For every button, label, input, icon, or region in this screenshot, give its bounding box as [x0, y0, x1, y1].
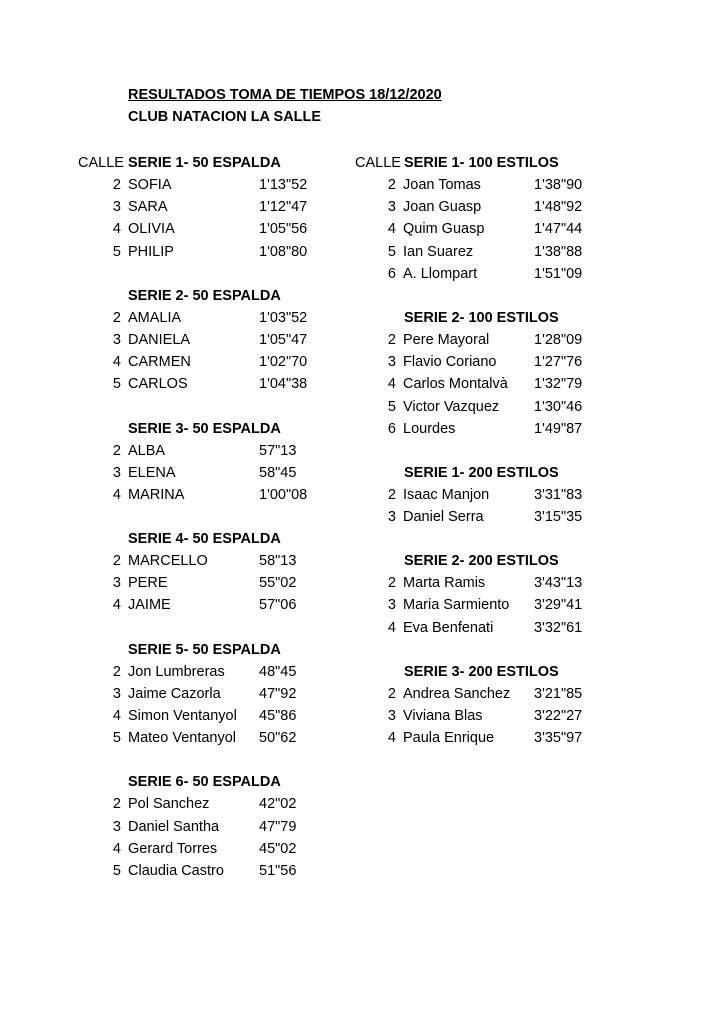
result-row — [78, 793, 348, 815]
result-row — [78, 705, 348, 727]
right-results-column — [355, 152, 605, 749]
result-row — [355, 705, 605, 727]
lane-number: 5 — [112, 376, 121, 393]
lane-number: 4 — [112, 708, 121, 724]
swimmer-name: Isaac Manjon — [403, 486, 490, 503]
result-row — [355, 373, 605, 395]
swim-time: 3'43"13 — [534, 575, 583, 592]
swimmer-name: MARCELLO — [128, 553, 208, 570]
swimmer-name: Joan Guasp — [403, 199, 482, 216]
swimmer-name: CARLOS — [128, 376, 188, 393]
series-spacer — [78, 617, 348, 639]
result-row — [78, 174, 348, 196]
swimmer-name: Victor Vazquez — [403, 398, 500, 415]
swimmer-name: Simon Ventanyol — [128, 708, 237, 724]
result-row — [78, 329, 348, 351]
swim-time: 1'08"80 — [259, 243, 308, 260]
lane-number: 4 — [387, 619, 396, 636]
swim-time: 1'30"46 — [534, 398, 583, 415]
lane-number: 2 — [112, 663, 121, 680]
swimmer-name: A. Llompart — [403, 265, 478, 282]
swimmer-name: Jon Lumbreras — [128, 663, 225, 680]
swimmer-name: CARMEN — [128, 354, 191, 371]
swim-time: 1'03"52 — [259, 309, 308, 326]
series-title: SERIE 3- 50 ESPALDA — [128, 420, 281, 437]
series-title: SERIE 4- 50 ESPALDA — [128, 531, 281, 548]
swimmer-name: Lourdes — [403, 420, 456, 437]
lane-number: 4 — [112, 597, 121, 614]
swimmer-name: DANIELA — [128, 331, 191, 348]
swimmer-name: AMALIA — [128, 309, 182, 326]
lane-number: 5 — [387, 243, 396, 260]
result-row — [355, 196, 605, 218]
lane-number: 6 — [387, 420, 396, 437]
swim-time: 3'31"83 — [534, 486, 583, 503]
series-spacer — [78, 506, 348, 528]
result-row — [355, 218, 605, 240]
series-title: SERIE 3- 200 ESTILOS — [404, 663, 559, 680]
swimmer-name: Eva Benfenati — [403, 619, 494, 636]
swimmer-name: PHILIP — [128, 243, 174, 260]
lane-number: 2 — [112, 796, 121, 813]
swim-time: 1'48"92 — [534, 199, 583, 216]
swim-time: 42"02 — [259, 796, 297, 813]
swimmer-name: Flavio Coriano — [403, 354, 497, 371]
series-header — [355, 152, 605, 174]
series-spacer — [355, 528, 605, 550]
result-row — [78, 484, 348, 506]
result-row — [78, 462, 348, 484]
series-header — [355, 307, 605, 329]
swim-time: 1'51"09 — [534, 265, 583, 282]
lane-number: 3 — [112, 575, 121, 592]
result-row — [355, 241, 605, 263]
swimmer-name: Andrea Sanchez — [403, 685, 511, 702]
lane-number: 4 — [112, 840, 121, 857]
result-row — [78, 683, 348, 705]
lane-number: 3 — [387, 199, 396, 216]
swim-time: 51"56 — [259, 862, 297, 879]
swim-time: 1'49"87 — [534, 420, 583, 437]
swim-time: 58"45 — [259, 464, 297, 481]
lane-column-label: CALLE — [78, 155, 124, 171]
swim-time: 55"02 — [259, 575, 297, 592]
swim-time: 48"45 — [259, 663, 297, 680]
result-row — [78, 351, 348, 373]
result-row — [78, 572, 348, 594]
swimmer-name: JAIME — [128, 597, 171, 614]
result-row — [355, 174, 605, 196]
document-title: RESULTADOS TOMA DE TIEMPOS 18/12/2020 — [128, 87, 442, 103]
swimmer-name: SOFIA — [128, 177, 172, 193]
swimmer-name: Daniel Santha — [128, 818, 220, 835]
swim-time: 47"79 — [259, 818, 297, 835]
swimmer-name: Jaime Cazorla — [128, 685, 221, 702]
swim-time: 3'32"61 — [534, 619, 583, 636]
series-header — [78, 418, 348, 440]
result-row — [355, 484, 605, 506]
result-row — [78, 860, 348, 882]
result-row — [78, 241, 348, 263]
result-row — [78, 550, 348, 572]
series-spacer — [355, 440, 605, 462]
result-row — [78, 373, 348, 395]
result-row — [355, 418, 605, 440]
lane-number: 2 — [387, 575, 396, 592]
swimmer-name: Viviana Blas — [403, 708, 483, 724]
swimmer-name: Daniel Serra — [403, 509, 484, 526]
lane-number: 3 — [112, 818, 121, 835]
swim-time: 1'02"70 — [259, 354, 308, 371]
series-spacer — [78, 263, 348, 285]
left-results-column — [78, 152, 348, 882]
result-row — [78, 816, 348, 838]
lane-column-label: CALLE — [355, 155, 401, 171]
lane-number: 4 — [112, 486, 121, 503]
result-row — [355, 506, 605, 528]
result-row — [355, 351, 605, 373]
series-header — [78, 528, 348, 550]
series-header — [355, 661, 605, 683]
result-row — [78, 727, 348, 749]
swimmer-name: Pol Sanchez — [128, 796, 210, 813]
series-spacer — [355, 639, 605, 661]
lane-number: 4 — [112, 354, 121, 371]
lane-number: 5 — [112, 862, 121, 879]
result-row — [355, 396, 605, 418]
swim-time: 1'13"52 — [259, 177, 308, 193]
swim-time: 50"62 — [259, 730, 297, 747]
lane-number: 5 — [112, 730, 121, 747]
series-spacer — [78, 749, 348, 771]
swim-time: 1'05"56 — [259, 221, 308, 238]
swim-time: 47"92 — [259, 685, 297, 702]
lane-number: 2 — [112, 553, 121, 570]
lane-number: 2 — [387, 486, 396, 503]
swim-time: 3'21"85 — [534, 685, 583, 702]
swimmer-name: Gerard Torres — [128, 840, 218, 857]
swim-time: 1'38"88 — [534, 243, 583, 260]
swimmer-name: Carlos Montalvà — [403, 376, 508, 393]
lane-number: 4 — [112, 221, 121, 238]
swimmer-name: Maria Sarmiento — [403, 597, 510, 614]
lane-number: 4 — [387, 730, 396, 747]
swimmer-name: Pere Mayoral — [403, 331, 490, 348]
swim-time: 3'22"27 — [534, 708, 583, 724]
swimmer-name: Quim Guasp — [403, 221, 485, 238]
result-row — [78, 196, 348, 218]
lane-number: 4 — [387, 221, 396, 238]
lane-number: 3 — [112, 685, 121, 702]
series-spacer — [355, 285, 605, 307]
result-row — [355, 329, 605, 351]
lane-number: 3 — [387, 708, 396, 724]
series-header — [78, 639, 348, 661]
swimmer-name: ALBA — [128, 442, 166, 459]
result-row — [355, 572, 605, 594]
lane-number: 2 — [387, 177, 396, 193]
lane-number: 2 — [112, 177, 121, 193]
swim-time: 57"13 — [259, 442, 297, 459]
lane-number: 5 — [387, 398, 396, 415]
lane-number: 6 — [387, 265, 396, 282]
swim-time: 45"02 — [259, 840, 297, 857]
swimmer-name: PERE — [128, 575, 168, 592]
swim-time: 1'28"09 — [534, 331, 583, 348]
lane-number: 2 — [387, 685, 396, 702]
lane-number: 2 — [112, 309, 121, 326]
result-row — [78, 661, 348, 683]
series-title: SERIE 1- 50 ESPALDA — [128, 155, 281, 171]
series-title: SERIE 2- 100 ESTILOS — [404, 309, 559, 326]
swimmer-name: ELENA — [128, 464, 176, 481]
result-row — [78, 838, 348, 860]
series-header — [78, 285, 348, 307]
swim-time: 58"13 — [259, 553, 297, 570]
result-row — [355, 727, 605, 749]
result-row — [355, 263, 605, 285]
result-row — [78, 440, 348, 462]
swimmer-name: SARA — [128, 199, 168, 216]
lane-number: 3 — [387, 509, 396, 526]
swimmer-name: Ian Suarez — [403, 243, 474, 260]
series-title: SERIE 6- 50 ESPALDA — [128, 774, 281, 791]
lane-number: 3 — [112, 199, 121, 216]
series-header — [78, 152, 348, 174]
swim-time: 1'38"90 — [534, 177, 583, 193]
series-header — [355, 550, 605, 572]
lane-number: 2 — [387, 331, 396, 348]
series-header — [78, 771, 348, 793]
swim-time: 1'32"79 — [534, 376, 583, 393]
swimmer-name: Claudia Castro — [128, 862, 224, 879]
swimmer-name: Mateo Ventanyol — [128, 730, 237, 747]
result-row — [355, 683, 605, 705]
swim-time: 3'15"35 — [534, 509, 583, 526]
result-row — [78, 218, 348, 240]
lane-number: 3 — [387, 597, 396, 614]
series-header — [355, 462, 605, 484]
series-title: SERIE 1- 100 ESTILOS — [404, 155, 559, 171]
lane-number: 3 — [112, 331, 121, 348]
lane-number: 5 — [112, 243, 121, 260]
swim-time: 1'47"44 — [534, 221, 583, 238]
swimmer-name: MARINA — [128, 486, 185, 503]
series-title: SERIE 2- 50 ESPALDA — [128, 287, 281, 304]
result-row — [78, 307, 348, 329]
swim-time: 57"06 — [259, 597, 297, 614]
swim-time: 1'05"47 — [259, 331, 308, 348]
swimmer-name: Marta Ramis — [403, 575, 486, 592]
lane-number: 4 — [387, 376, 396, 393]
swim-time: 3'35"97 — [534, 730, 583, 747]
swimmer-name: Paula Enrique — [403, 730, 495, 747]
swim-time: 1'12"47 — [259, 199, 308, 216]
series-title: SERIE 1- 200 ESTILOS — [404, 464, 559, 481]
result-row — [78, 594, 348, 616]
club-name: CLUB NATACION LA SALLE — [128, 109, 322, 125]
series-title: SERIE 2- 200 ESTILOS — [404, 553, 559, 570]
lane-number: 3 — [112, 464, 121, 481]
swim-time: 1'00"08 — [259, 486, 308, 503]
result-row — [355, 594, 605, 616]
swimmer-name: Joan Tomas — [403, 177, 481, 193]
swim-time: 45"86 — [259, 708, 297, 724]
swim-time: 1'04"38 — [259, 376, 308, 393]
lane-number: 2 — [112, 442, 121, 459]
result-row — [355, 617, 605, 639]
swimmer-name: OLIVIA — [128, 221, 175, 238]
lane-number: 3 — [387, 354, 396, 371]
swim-time: 3'29"41 — [534, 597, 583, 614]
series-title: SERIE 5- 50 ESPALDA — [128, 641, 281, 658]
swim-time: 1'27"76 — [534, 354, 583, 371]
series-spacer — [78, 396, 348, 418]
